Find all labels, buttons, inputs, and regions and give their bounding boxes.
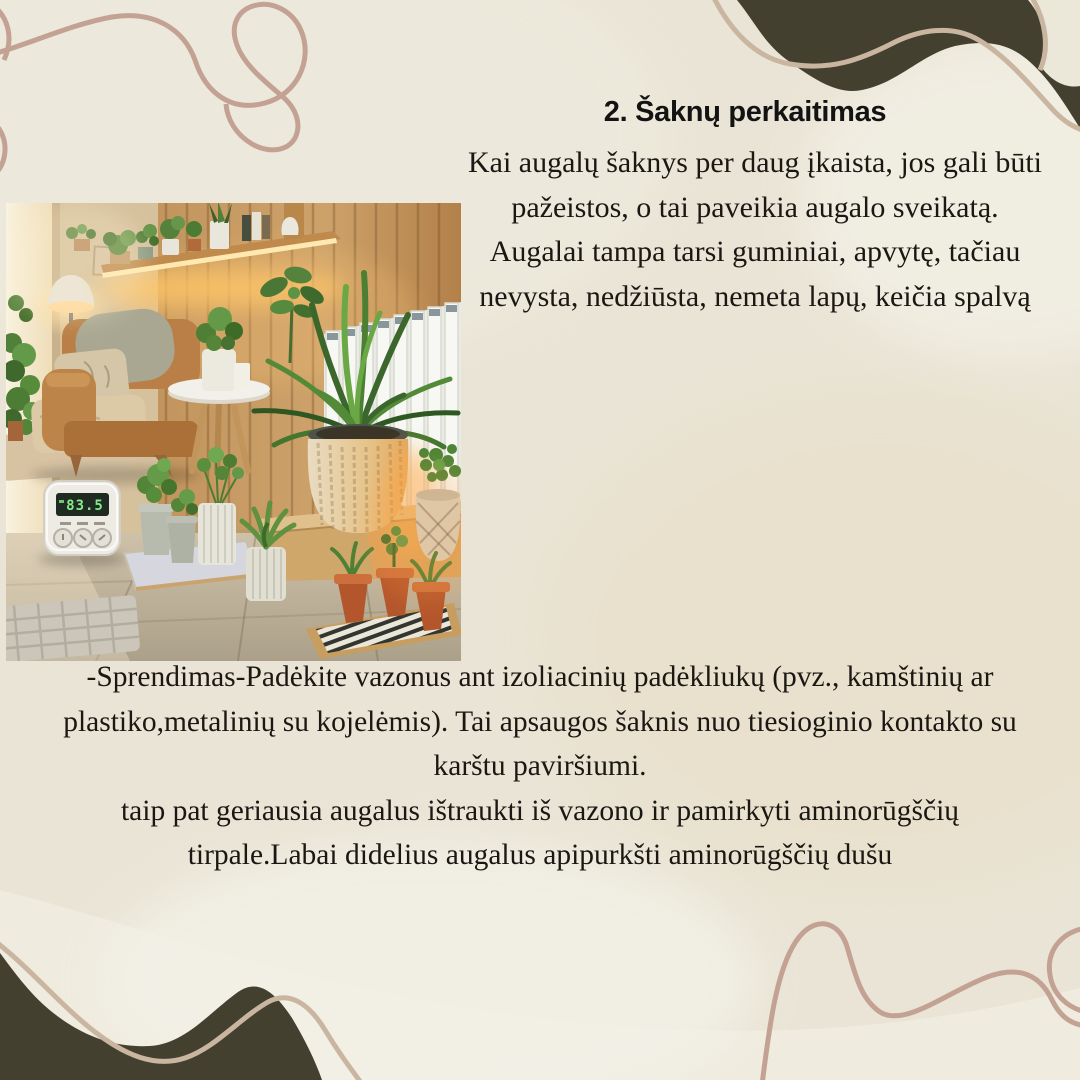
quilted-mat (6, 595, 140, 661)
living-room-photo (6, 203, 461, 661)
timer-device (38, 481, 126, 566)
device-display: 83.5 (66, 498, 104, 514)
solution-line: tirpale.Labai didelius augalus apipurkšti aminorūgščių dušu (187, 839, 893, 871)
intro-paragraph (425, 141, 1080, 319)
solution-line: karštu paviršiumi. (433, 750, 647, 782)
page-title: 2. Šaknų perkaitimas (603, 96, 887, 128)
solution-line: -Sprendimas-Padėkite vazonus ant izoliacinių padėkliukų (pvz., kamštinių ar (86, 661, 994, 693)
solution-line: plastiko,metalinių su kojelėmis). Tai apsaugos šaknis nuo tiesioginio kontakto su (63, 705, 1017, 738)
solution-paragraph (0, 655, 1080, 878)
intro-line: pažeistos, o tai paveikia augalo sveikatą. (511, 190, 999, 224)
intro-line: nevysta, nedžiūsta, nemeta lapų, keičia spalvą (479, 279, 1031, 313)
intro-line: Augalai tampa tarsi guminiai, apvytę, tačiau (489, 235, 1021, 268)
intro-line: Kai augalų šaknys per daug įkaista, jos gali būti (467, 146, 1043, 179)
solution-line: taip pat geriausia augalus ištraukti iš vazono ir pamirkyti aminorūgščių (120, 794, 960, 827)
